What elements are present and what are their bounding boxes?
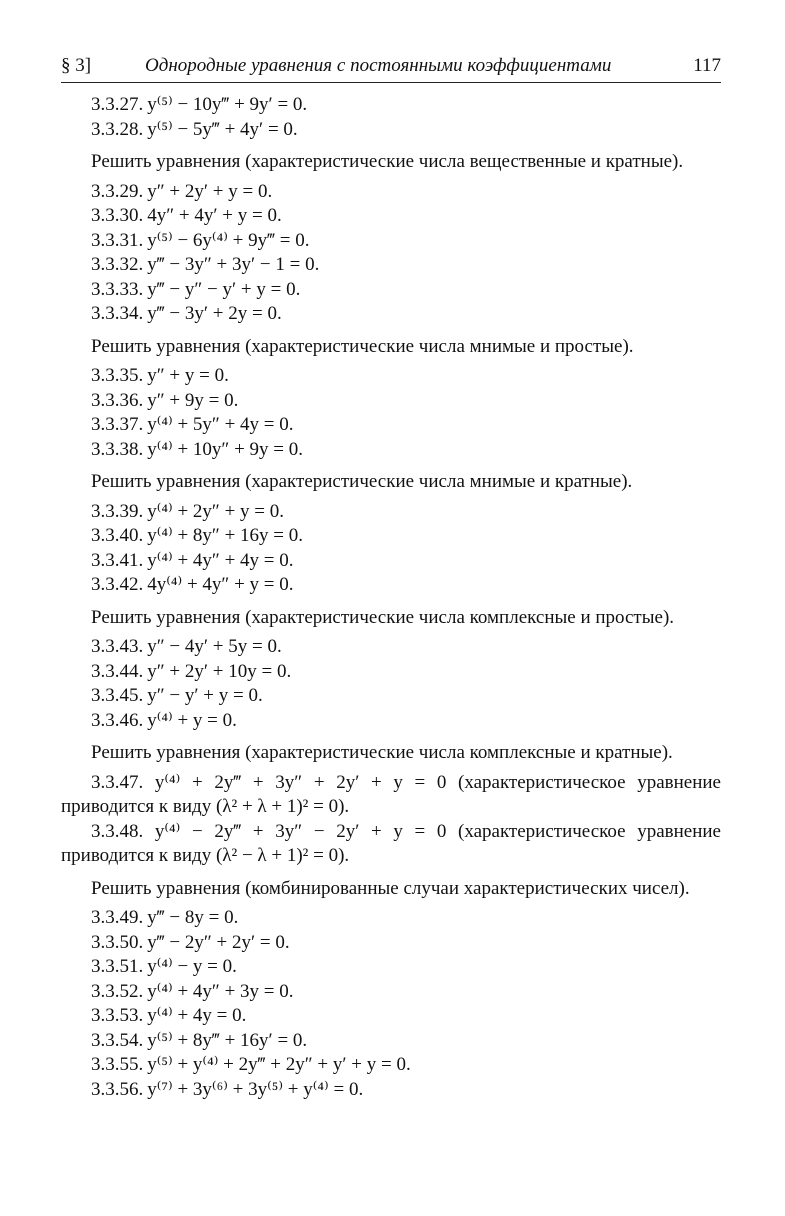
exercise-item xyxy=(61,253,721,278)
exercise-item xyxy=(61,118,721,143)
exercise-equation: y⁽⁴⁾ + y = 0. xyxy=(147,709,237,731)
exercise-number: 3.3.30. xyxy=(91,205,144,226)
exercise-number: 3.3.55. xyxy=(91,1054,144,1075)
exercise-equation: 4y″ + 4y′ + y = 0. xyxy=(147,205,282,226)
exercise-equation: y‴ − 3y″ + 3y′ − 1 = 0. xyxy=(147,254,320,275)
exercise-equation: y″ − y′ + y = 0. xyxy=(147,685,263,706)
exercise-number: 3.3.31. xyxy=(91,229,144,251)
exercise-item xyxy=(61,635,721,660)
exercise-number: 3.3.33. xyxy=(91,278,144,300)
exercise-item xyxy=(61,573,721,598)
exercise-group xyxy=(61,635,721,733)
exercise-paragraph: 3.3.48. y⁽⁴⁾ − 2y‴ + 3y″ − 2y′ + y = 0 (характеристическое уравнение приводится к виду (λ² − λ + 1)² = 0). xyxy=(61,820,721,866)
exercise-number: 3.3.27. xyxy=(91,94,144,115)
exercise-number: 3.3.54. xyxy=(91,1029,144,1051)
exercise-item xyxy=(61,302,721,327)
section-instruction: Решить уравнения (характеристические числа вещественные и кратные). xyxy=(91,151,684,172)
exercise-number: 3.3.42. xyxy=(91,574,144,595)
exercise-number: 3.3.34. xyxy=(91,303,144,324)
section-mark: § 3] xyxy=(61,55,92,76)
exercise-equation: 4y⁽⁴⁾ + 4y″ + y = 0. xyxy=(147,574,294,595)
exercise-equation: y″ + y = 0. xyxy=(147,365,229,386)
exercise-equation: y⁽⁵⁾ + y⁽⁴⁾ + 2y‴ + 2y″ + y′ + y = 0. xyxy=(147,1054,411,1075)
exercise-equation: y″ + 9y = 0. xyxy=(147,389,239,411)
exercise-equation: y⁽⁵⁾ + 8y‴ + 16y′ = 0. xyxy=(147,1029,308,1051)
exercise-equation: y″ − 4y′ + 5y = 0. xyxy=(147,636,282,657)
exercise-equation: y⁽⁴⁾ + 8y″ + 16y = 0. xyxy=(147,525,304,546)
exercise-item xyxy=(61,278,721,303)
exercise-equation: y⁽⁴⁾ + 4y = 0. xyxy=(147,1005,247,1026)
exercise-item xyxy=(61,980,721,1005)
exercise-number: 3.3.49. xyxy=(91,907,144,928)
exercise-item xyxy=(61,93,721,118)
exercise-group xyxy=(61,93,721,142)
exercise-number: 3.3.35. xyxy=(91,365,144,386)
exercise-equation: y⁽⁴⁾ + 4y″ + 3y = 0. xyxy=(147,980,294,1002)
exercise-number: 3.3.29. xyxy=(91,180,144,202)
exercise-equation: y⁽⁴⁾ + 2y″ + y = 0. xyxy=(147,500,285,522)
exercise-group xyxy=(61,180,721,327)
exercise-item xyxy=(61,660,721,685)
exercise-equation: y⁽⁷⁾ + 3y⁽⁶⁾ + 3y⁽⁵⁾ + y⁽⁴⁾ = 0. xyxy=(147,1078,364,1100)
page-number: 117 xyxy=(693,55,721,76)
exercise-number: 3.3.53. xyxy=(91,1005,144,1026)
exercise-equation: y⁽⁴⁾ − y = 0. xyxy=(147,956,237,977)
exercise-group xyxy=(61,906,721,1102)
exercise-group xyxy=(61,364,721,462)
exercise-number: 3.3.43. xyxy=(91,636,144,657)
exercise-equation: y⁽⁴⁾ + 10y″ + 9y = 0. xyxy=(147,438,304,460)
exercise-group xyxy=(61,500,721,598)
exercise-number: 3.3.56. xyxy=(91,1078,144,1100)
exercise-item xyxy=(61,1053,721,1078)
exercise-item xyxy=(61,229,721,254)
exercise-item xyxy=(61,684,721,709)
exercise-equation: y⁽⁴⁾ + 4y″ + 4y = 0. xyxy=(147,549,294,571)
exercise-item xyxy=(61,500,721,525)
exercise-item xyxy=(61,906,721,931)
exercise-equation: y″ + 2y′ + y = 0. xyxy=(147,180,273,202)
exercise-equation: y⁽⁵⁾ − 5y‴ + 4y′ = 0. xyxy=(147,118,298,140)
exercise-item xyxy=(61,709,721,734)
exercise-number: 3.3.40. xyxy=(91,525,144,546)
exercise-item xyxy=(61,1004,721,1029)
exercise-number: 3.3.50. xyxy=(91,931,144,953)
exercise-equation: y⁽⁵⁾ − 10y‴ + 9y′ = 0. xyxy=(147,94,308,115)
exercise-equation: y⁽⁵⁾ − 6y⁽⁴⁾ + 9y‴ = 0. xyxy=(147,229,310,251)
section-instruction: Решить уравнения (характеристические числа мнимые и кратные). xyxy=(91,471,633,492)
exercise-item xyxy=(61,1078,721,1103)
exercise-number: 3.3.45. xyxy=(91,685,144,706)
exercise-number: 3.3.52. xyxy=(91,980,144,1002)
exercise-item xyxy=(61,389,721,414)
section-instruction: Решить уравнения (характеристические числа мнимые и простые). xyxy=(91,335,634,357)
section-instruction: Решить уравнения (характеристические числа комплексные и простые). xyxy=(91,606,675,628)
exercise-item xyxy=(61,438,721,463)
running-header xyxy=(61,52,721,83)
exercise-equation: y″ + 2y′ + 10y = 0. xyxy=(147,660,292,682)
exercise-item xyxy=(61,931,721,956)
exercise-equation: y‴ − 2y″ + 2y′ = 0. xyxy=(147,931,290,953)
exercise-equation: y‴ − 8y = 0. xyxy=(147,907,239,928)
exercise-equation: y⁽⁴⁾ + 5y″ + 4y = 0. xyxy=(147,414,294,435)
exercise-item xyxy=(61,204,721,229)
exercise-number: 3.3.51. xyxy=(91,956,144,977)
exercise-equation: y‴ − y″ − y′ + y = 0. xyxy=(147,278,301,300)
section-instruction: Решить уравнения (характеристические числа комплексные и кратные). xyxy=(91,742,673,763)
exercise-number: 3.3.28. xyxy=(91,118,144,140)
exercise-item xyxy=(61,364,721,389)
exercise-number: 3.3.41. xyxy=(91,549,144,571)
exercise-number: 3.3.44. xyxy=(91,660,144,682)
exercise-item xyxy=(61,524,721,549)
book-page xyxy=(61,52,721,1102)
exercise-number: 3.3.38. xyxy=(91,438,144,460)
exercise-number: 3.3.46. xyxy=(91,709,144,731)
page-content xyxy=(61,93,721,1102)
exercise-item xyxy=(61,1029,721,1054)
section-instruction: Решить уравнения (комбинированные случаи характеристических чисел). xyxy=(91,877,690,899)
exercise-item xyxy=(61,955,721,980)
exercise-number: 3.3.37. xyxy=(91,414,144,435)
running-title: Однородные уравнения с постоянными коэффициентами xyxy=(145,55,612,76)
exercise-item xyxy=(61,413,721,438)
exercise-paragraph: 3.3.47. y⁽⁴⁾ + 2y‴ + 3y″ + 2y′ + y = 0 (характеристическое уравнение приводится к виду (λ² + λ + 1)² = 0). xyxy=(61,771,721,817)
exercise-item xyxy=(61,549,721,574)
exercise-number: 3.3.32. xyxy=(91,254,144,275)
exercise-equation: y‴ − 3y′ + 2y = 0. xyxy=(147,303,282,324)
exercise-number: 3.3.36. xyxy=(91,389,144,411)
exercise-number: 3.3.39. xyxy=(91,500,144,522)
exercise-item xyxy=(61,180,721,205)
